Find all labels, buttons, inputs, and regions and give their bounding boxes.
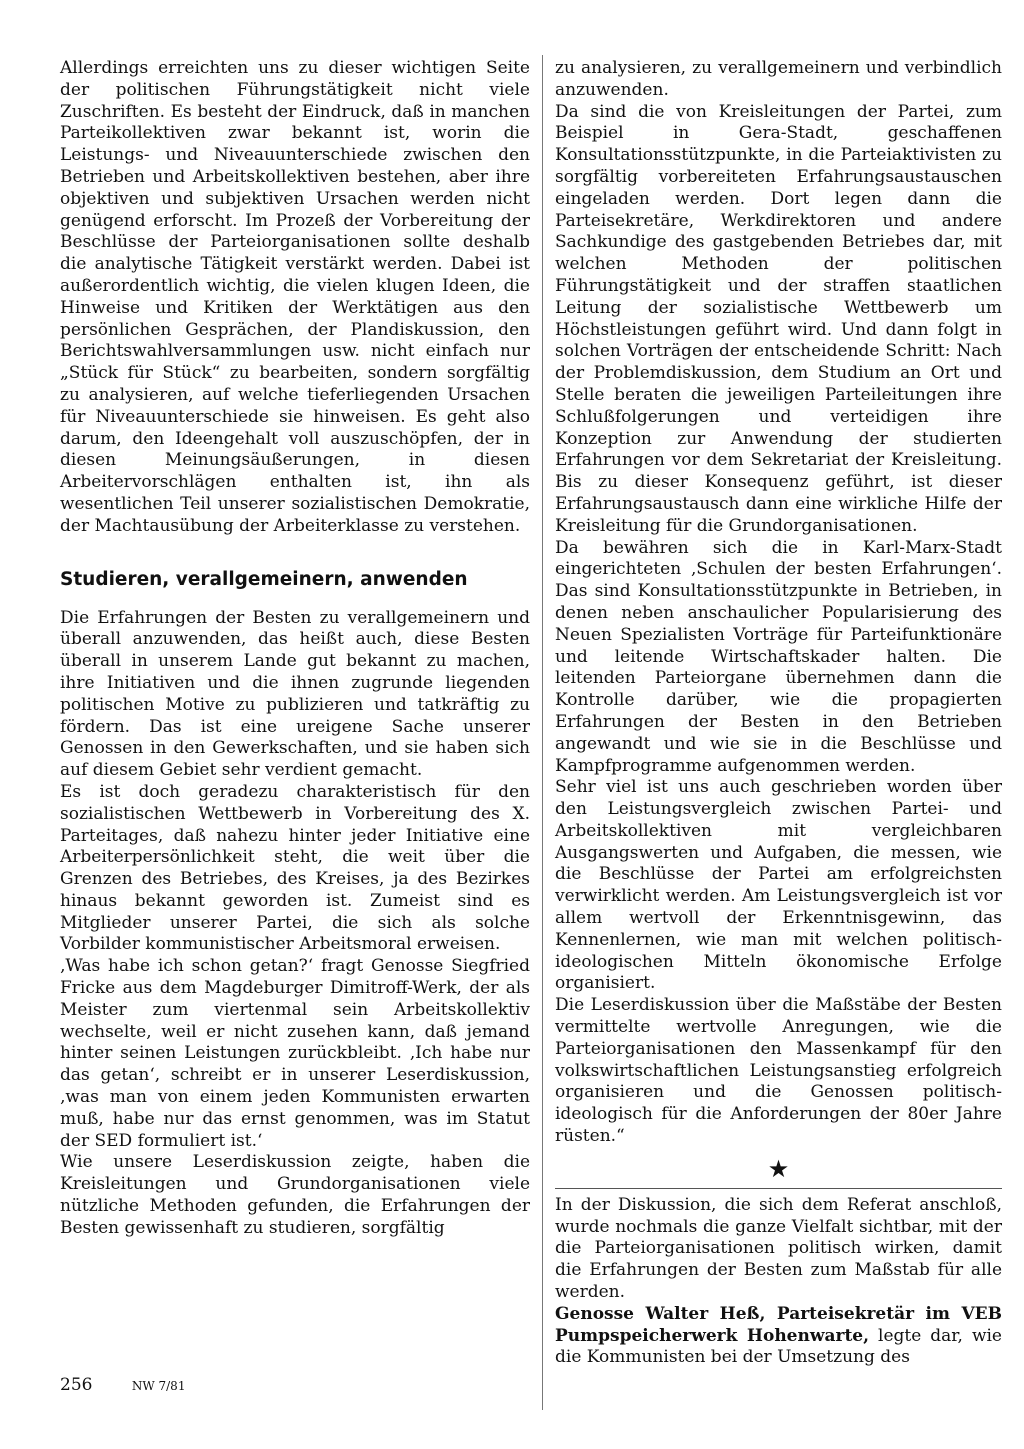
paragraph: Sehr viel ist uns auch geschrieben worden über den Leistungsvergleich zwischen Partei- und Arbeitskollektiven mit vergleichbaren Ausgangswerten und Aufgaben, die messen, wie die Beschlüsse der Partei am erfolgreichsten verwirklicht werden. Am Leistungsvergleich ist vor allem wertvoll der Erkenntnisgewinn, das Kennenlernen, wie man mit welchen politisch-ideologischen Mitteln ökonomische Erfolge organisiert. [555,777,1002,994]
left-column [60,58,530,1240]
paragraph: Da sind die von Kreisleitungen der Partei, zum Beispiel in Gera-Stadt, geschaffenen Konsultationsstützpunkte, in die Parteiaktivisten zu sorgfältig vorbereiteten Erfahrungsaustauschen eingeladen werden. Dort legen dann die Parteisekretäre, Werkdirektoren und andere Sachkundige des gastgebenden Betriebes dar, mit welchen Methoden der politischen Führungstätigkeit und der straffen staatlichen Leitung der sozialistische Wettbewerb um Höchstleistungen geführt wird. Und dann folgt in solchen Vorträgen der entscheidende Schritt: Nach der Problemdiskussion, dem Studium an Ort und Stelle beraten die jeweiligen Parteileitungen ihre Schlußfolgerungen und verteidigen ihre Konzeption zur Anwendung der studierten Erfahrungen vor dem Sekretariat der Kreisleitung. Bis zu dieser Konsequenz geführt, ist dieser Erfahrungsaustausch dann eine wirkliche Hilfe der Kreisleitung für die Grundorganisationen. [555,101,1002,536]
issue-label: NW 7/81 [131,1379,186,1393]
paragraph-text: legte dar, wie die Kommunisten bei der Umsetzung des [555,1325,1002,1368]
paragraph: ‚Was habe ich schon getan?‘ fragt Genosse Siegfried Fricke aus dem Magdeburger Dimitroff-Werk, der als Meister zum viertenmal sein Arbeitskollektiv wechselte, weil er nicht zusehen kann, daß jemand hinter seinen Leistungen zurückbleibt. ‚Ich habe nur das getan‘, schreibt er in unserer Leserdiskussion, ‚was man von einem jeden Kommunisten erwarten muß, habe nur das ernst genommen, was im Statut der SED formuliert ist.‘ [60,956,530,1151]
paragraph: zu analysieren, zu verallgemeinern und verbindlich anzuwenden. [555,58,1002,100]
paragraph: In der Diskussion, die sich dem Referat anschloß, wurde nochmals die ganze Vielfalt sichtbar, mit der die Parteiorganisationen politisch wirken, damit die Erfahrungen der Besten zum Maßstab für alle werden. [555,1194,1002,1303]
paragraph [555,1304,1002,1369]
column-divider [542,55,543,1410]
paragraph: Da bewähren sich die in Karl-Marx-Stadt eingerichteten ‚Schulen der besten Erfahrungen‘. Das sind Konsultationsstützpunkte in Betrieben, in denen neben anschaulicher Popularisierung des Neuen Spezialisten Vorträge für Parteifunktionäre und leitende Wirtschaftskader halten. Die leitenden Parteiorgane übernehmen dann die Kontrolle darüber, wie die propagierten Erfahrungen der Besten in den Betrieben angewandt und wie sie in die Beschlüsse und Kampfprogramme aufgenommen werden. [555,537,1002,776]
paragraph: Die Erfahrungen der Besten zu verallgemeinern und überall anzuwenden, das heißt auch, diese Besten überall in unserem Lande gut bekannt zu machen, ihre Initiativen und die ihnen zugrunde liegenden politischen Motive zu publizieren und tatkräftig zu fördern. Das ist eine ureigene Sache unserer Genossen in den Gewerkschaften, und sie haben sich auf diesem Gebiet sehr verdient gemacht. [60,607,530,781]
paragraph: Die Leserdiskussion über die Maßstäbe der Besten vermittelte wertvolle Anregungen, wie die Parteiorganisationen den Massenkampf für den volkswirtschaftlichen Leistungsanstieg erfolgreich organisieren und die Genossen politisch-ideologisch für die Anforderungen der 80er Jahre rüsten.“ [555,995,1002,1147]
paragraph: Es ist doch geradezu charakteristisch für den sozialistischen Wettbewerb in Vorbereitung des X. Parteitages, daß nahezu hinter jeder Initiative eine Arbeiterpersönlichkeit steht, die weit über die Grenzen des Betriebes, des Kreises, ja des Bezirkes hinaus bekannt geworden ist. Zumeist sind es Mitglieder unserer Partei, die sich als solche Vorbilder kommunistischer Arbeitsmoral erweisen. [60,781,530,955]
section-heading: Studieren, verallgemeinern, anwenden [60,568,468,590]
page-number: 256 [60,1375,93,1395]
page-footer [60,1374,185,1397]
right-column [555,58,1002,1369]
speaker-name: Genosse Walter Heß, Parteisekretär im VEB Pumpspeicherwerk Hohenwarte, [555,1303,1002,1346]
star-icon: ★ [767,1154,790,1183]
paragraph: Allerdings erreichten uns zu dieser wichtigen Seite der politischen Führungstätigkeit nicht viele Zuschriften. Es besteht der Eindruck, daß in manchen Parteikollektiven zwar bekannt ist, worin die Leistungs- und Niveauunterschiede zwischen den Betrieben und Arbeitskollektiven bestehen, aber ihre objektiven und subjektiven Ursachen werden nicht genügend erforscht. Im Prozeß der Vorbereitung der Beschlüsse der Parteiorganisationen sollte deshalb die analytische Tätigkeit verstärkt werden. Dabei ist außerordentlich wichtig, die vielen klugen Ideen, die Hinweise und Kritiken der Werktätigen aus den persönlichen Gesprächen, der Plandiskussion, den Berichtswahlversammlungen usw. nicht einfach nur „Stück für Stück“ zu bearbeiten, sondern sorgfältig zu analysieren, auf welche tieferliegenden Ursachen für Niveauunterschiede sie hinweisen. Es geht also darum, den Ideengehalt voll auszuschöpfen, der in diesen Meinungsäußerungen, in diesen Arbeitervorschlägen enthalten ist, ihn als wesentlichen Teil unserer sozialistischen Demokratie, der Machtausübung der Arbeiterklasse zu verstehen. [60,58,530,536]
paragraph: Wie unsere Leserdiskussion zeigte, haben die Kreisleitungen und Grundorganisationen viele nützliche Methoden gefunden, die Erfahrungen der Besten gewissenhaft zu studieren, sorgfältig [60,1152,530,1238]
section-rule [555,1188,1002,1189]
